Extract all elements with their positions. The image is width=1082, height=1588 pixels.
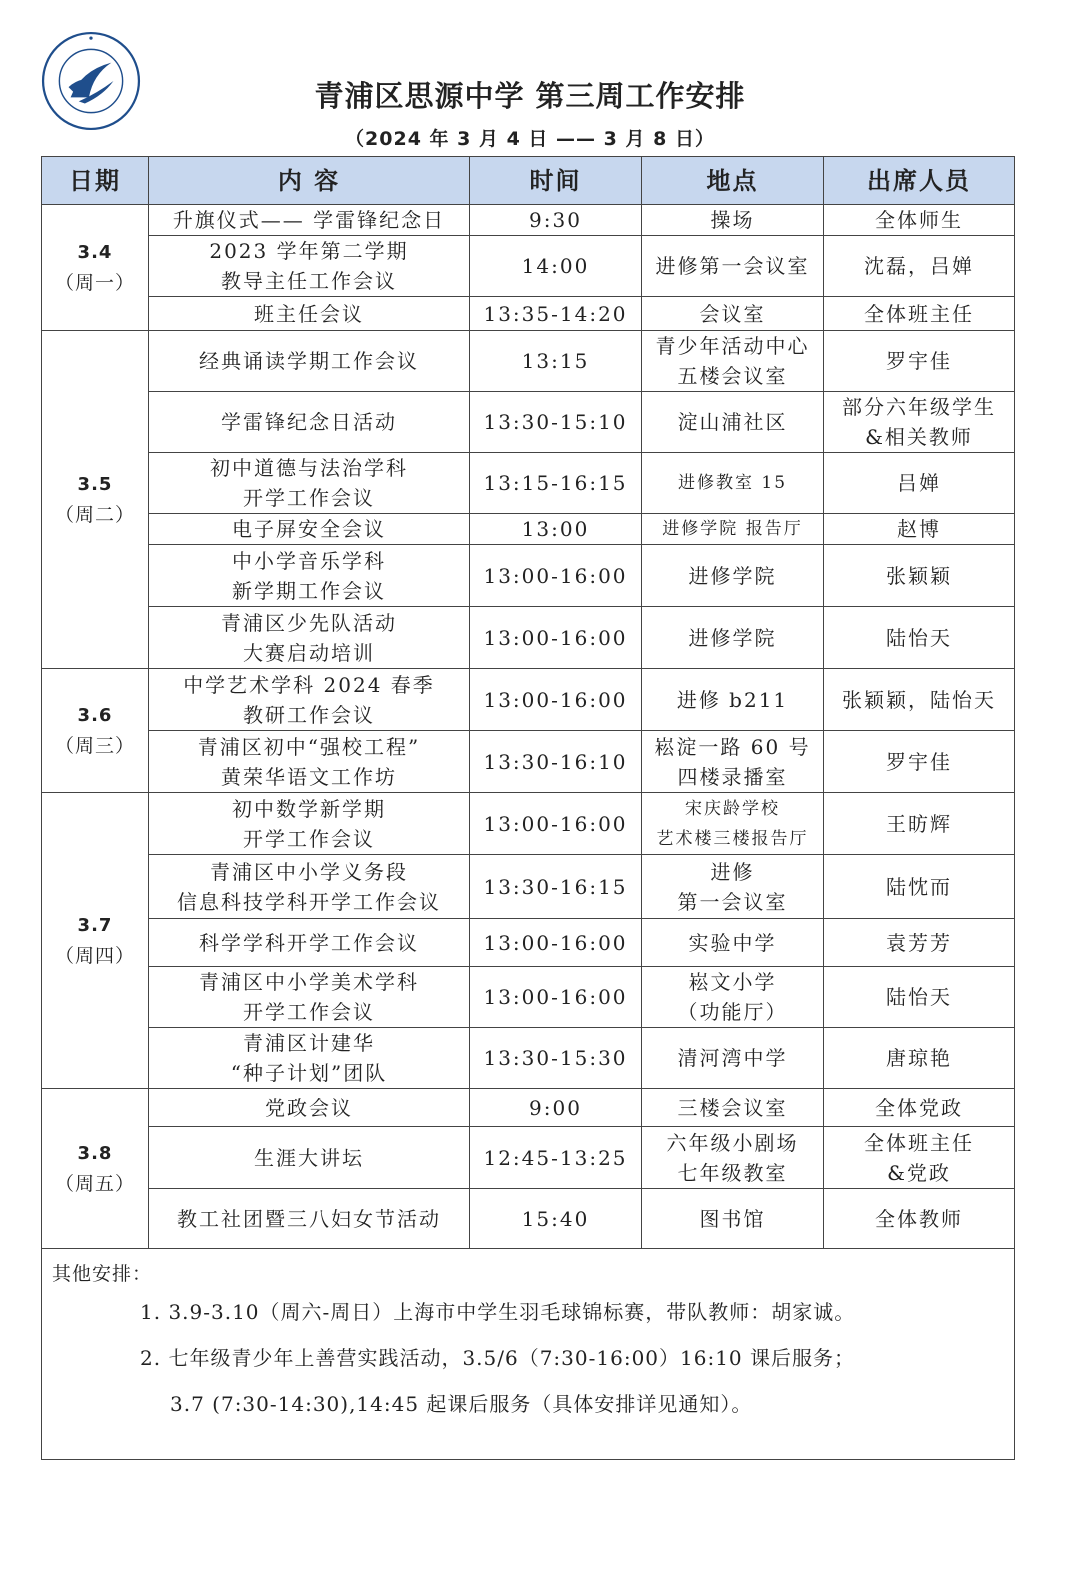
content-cell [149,392,470,453]
attendees-cell-line: 唐琼艳 [886,1046,952,1070]
place-cell-line: 操场 [710,208,755,232]
table-row [42,1089,1015,1127]
place-cell-line: 图书馆 [699,1206,766,1231]
attendees-cell [824,1189,1015,1249]
content-cell [149,514,470,545]
header-content: 内 容 [149,157,470,205]
place-cell [642,1089,824,1127]
attendees-cell-line: 吕婵 [897,471,941,495]
attendees-cell [824,297,1015,331]
content-cell [149,731,470,793]
place-cell-line: 宋庆龄学校 [685,798,780,819]
time-cell: 9:00 [470,1089,642,1127]
header-place: 地点 [642,157,824,205]
content-cell-line: 黄荣华语文工作坊 [221,764,397,789]
attendees-cell [824,205,1015,236]
place-cell [642,793,824,855]
attendees-cell-line: 部分六年级学生 [842,395,996,419]
content-cell-line: 中小学音乐学科 [232,548,386,573]
time-cell: 13:30-16:15 [470,855,642,919]
time-cell: 13:00-16:00 [470,967,642,1028]
content-cell [149,331,470,392]
table-row [42,607,1015,669]
content-cell [149,919,470,967]
attendees-cell [824,545,1015,607]
date-cell [42,205,149,331]
content-cell [149,1189,470,1249]
table-row [42,205,1015,236]
time-cell: 13:15 [470,331,642,392]
place-cell [642,545,824,607]
attendees-cell-line: 罗宇佳 [886,749,952,774]
content-cell-line: 升旗仪式—— 学雷锋纪念日 [172,208,446,232]
header-date: 日期 [42,157,149,205]
place-cell [642,731,824,793]
place-cell-line: 三楼会议室 [677,1095,788,1120]
content-cell [149,453,470,514]
date-label: 3.5 [77,473,113,495]
other-arrangements [42,1249,1015,1460]
attendees-cell [824,1127,1015,1189]
attendees-cell [824,793,1015,855]
content-cell [149,545,470,607]
table-row [42,545,1015,607]
place-cell-line: 七年级教室 [677,1160,788,1185]
content-cell-line: 初中道德与法治学科 [210,456,408,480]
time-cell: 13:00 [470,514,642,545]
place-cell-line: 青少年活动中心 [655,334,810,358]
content-cell-line: 开学工作会议 [243,1000,375,1024]
content-cell-line: 生涯大讲坛 [254,1145,364,1170]
attendees-cell [824,607,1015,669]
content-cell-line: 青浦区计建华 [243,1031,375,1055]
weekday-label: （周二） [54,503,135,526]
content-cell-line: 大赛启动培训 [243,640,375,665]
attendees-cell [824,731,1015,793]
content-cell-line: 2023 学年第二学期 [209,239,409,263]
attendees-cell [824,1089,1015,1127]
place-cell-line: 进修 b211 [676,687,789,712]
table-row [42,514,1015,545]
place-cell [642,919,824,967]
attendees-cell [824,1028,1015,1089]
time-cell: 13:00-16:00 [470,669,642,731]
content-cell [149,967,470,1028]
table-header-row [42,157,1015,205]
content-cell [149,855,470,919]
place-cell [642,297,824,331]
attendees-cell-line: 赵博 [897,517,941,541]
attendees-cell-line: 陆忱而 [886,874,952,899]
place-cell-line: 进修学院 [688,625,777,650]
date-label: 3.8 [77,1142,113,1164]
table-row [42,392,1015,453]
time-cell: 13:30-15:30 [470,1028,642,1089]
table-row [42,1028,1015,1089]
other-arrangements-title: 其他安排： [52,1263,153,1285]
date-cell [42,669,149,793]
place-cell-line: （功能厅） [677,1000,788,1024]
weekday-label: （周一） [54,271,135,294]
date-label: 3.7 [77,914,113,936]
place-cell [642,514,824,545]
table-row [42,967,1015,1028]
content-cell-line: 信息科技学科开学工作会议 [177,889,441,914]
attendees-cell [824,514,1015,545]
attendees-cell-line: 全体教师 [875,1206,963,1231]
date-cell [42,1089,149,1249]
time-cell: 13:00-16:00 [470,545,642,607]
place-cell-line: 第一会议室 [677,889,788,914]
attendees-cell [824,855,1015,919]
time-cell: 13:30-16:10 [470,731,642,793]
note-item-continuation: 3.7 (7:30-14:30),14:45 起课后服务（具体安排详见通知）。 [170,1392,753,1416]
attendees-cell-line: 全体党政 [875,1095,963,1120]
place-cell-line: 清河湾中学 [677,1046,788,1070]
date-cell [42,793,149,1089]
attendees-cell-line: 张颖颖，陆怡天 [842,687,996,712]
content-cell-line: 学雷锋纪念日活动 [221,410,397,434]
attendees-cell-line: 陆怡天 [886,625,952,650]
place-cell-line: 进修教室 15 [677,473,788,493]
date-label: 3.4 [77,241,113,263]
weekday-label: （周四） [54,944,135,967]
attendees-cell [824,669,1015,731]
content-cell [149,236,470,297]
content-cell-line: 电子屏安全会议 [232,517,386,541]
attendees-cell-line: 罗宇佳 [886,349,952,373]
other-arrangements-row [42,1249,1015,1460]
place-cell-line: 实验中学 [688,930,777,955]
attendees-cell-line: 张颖颖 [886,563,952,588]
place-cell-line: 进修学院 [688,563,777,588]
table-row [42,793,1015,855]
place-cell [642,1127,824,1189]
place-cell [642,392,824,453]
content-cell-line: 教导主任工作会议 [221,269,397,293]
content-cell [149,669,470,731]
attendees-cell-line: 沈磊，吕婵 [864,254,974,278]
attendees-cell-line: 王昉辉 [886,811,952,836]
content-cell [149,205,470,236]
place-cell [642,236,824,297]
content-cell-line: 初中数学新学期 [232,796,386,821]
content-cell [149,1089,470,1127]
place-cell [642,855,824,919]
content-cell-line: 开学工作会议 [243,826,375,851]
place-cell [642,205,824,236]
content-cell-line: 教研工作会议 [243,702,375,727]
place-cell [642,1028,824,1089]
attendees-cell-line: &相关教师 [865,425,973,449]
attendees-cell [824,967,1015,1028]
place-cell-line: 淀山浦社区 [677,410,788,434]
time-cell: 15:40 [470,1189,642,1249]
weekday-label: （周三） [54,734,135,757]
content-cell-line: “种子计划”团队 [230,1061,388,1085]
content-cell-line: 班主任会议 [254,301,364,326]
table-row [42,1189,1015,1249]
time-cell: 13:00-16:00 [470,607,642,669]
header-attendees: 出席人员 [824,157,1015,205]
content-cell [149,1127,470,1189]
time-cell: 13:00-16:00 [470,919,642,967]
place-cell [642,607,824,669]
content-cell-line: 教工社团暨三八妇女节活动 [177,1206,441,1231]
place-cell-line: 艺术楼三楼报告厅 [656,828,809,849]
place-cell-line: 进修 [710,859,755,884]
time-cell: 9:30 [470,205,642,236]
time-cell: 12:45-13:25 [470,1127,642,1189]
content-cell [149,607,470,669]
place-cell [642,331,824,392]
attendees-cell [824,236,1015,297]
time-cell: 13:15-16:15 [470,453,642,514]
table-row [42,453,1015,514]
attendees-cell-line: &党政 [887,1160,951,1185]
place-cell-line: 进修学院 报告厅 [662,519,803,539]
schedule-table [41,156,1015,1460]
place-cell [642,453,824,514]
content-cell-line: 科学学科开学工作会议 [199,930,419,955]
attendees-cell [824,331,1015,392]
table-row [42,297,1015,331]
attendees-cell-line: 全体师生 [875,208,963,232]
place-cell-line: 六年级小剧场 [666,1130,799,1155]
place-cell-line: 崧文小学 [688,970,777,994]
note-item: 1. 3.9-3.10（周六-周日）上海市中学生羽毛球锦标赛，带队教师：胡家诚。 [140,1300,856,1324]
content-cell-line: 青浦区中小学义务段 [210,859,408,884]
place-cell-line: 五楼会议室 [677,364,788,388]
table-row [42,731,1015,793]
table-row [42,855,1015,919]
header-time: 时间 [470,157,642,205]
content-cell [149,793,470,855]
attendees-cell-line: 袁芳芳 [886,930,952,955]
note-item: 2. 七年级青少年上善营实践活动，3.5/6（7:30-16:00）16:10 课后服务； [140,1346,856,1370]
content-cell-line: 新学期工作会议 [232,578,386,603]
time-cell: 13:30-15:10 [470,392,642,453]
place-cell [642,967,824,1028]
time-cell: 13:35-14:20 [470,297,642,331]
attendees-cell-line: 全体班主任 [864,1130,974,1155]
content-cell-line: 青浦区初中“强校工程” [197,734,421,759]
place-cell-line: 四楼录播室 [677,764,788,789]
place-cell-line: 会议室 [699,301,766,326]
table-row [42,1127,1015,1189]
time-cell: 13:00-16:00 [470,793,642,855]
date-label: 3.6 [77,704,113,726]
content-cell-line: 党政会议 [265,1095,353,1120]
attendees-cell [824,919,1015,967]
table-row [42,919,1015,967]
attendees-cell [824,392,1015,453]
content-cell-line: 青浦区中小学美术学科 [199,970,419,994]
content-cell-line: 青浦区少先队活动 [221,610,397,635]
content-cell [149,1028,470,1089]
table-row [42,669,1015,731]
page-title: 青浦区思源中学 第三周工作安排 [314,79,746,113]
time-cell: 14:00 [470,236,642,297]
date-cell [42,331,149,669]
place-cell-line: 崧淀一路 60 号 [654,734,811,759]
date-range: （2024 年 3 月 4 日 —— 3 月 8 日） [345,128,715,150]
content-cell-line: 经典诵读学期工作会议 [199,349,419,373]
table-row [42,331,1015,392]
attendees-cell [824,453,1015,514]
place-cell [642,1189,824,1249]
content-cell-line: 开学工作会议 [243,486,375,510]
content-cell-line: 中学艺术学科 2024 春季 [183,672,435,697]
table-row [42,236,1015,297]
attendees-cell-line: 全体班主任 [864,301,974,326]
place-cell [642,669,824,731]
attendees-cell-line: 陆怡天 [886,985,952,1009]
content-cell [149,297,470,331]
place-cell-line: 进修第一会议室 [655,254,810,278]
weekday-label: （周五） [54,1172,135,1195]
